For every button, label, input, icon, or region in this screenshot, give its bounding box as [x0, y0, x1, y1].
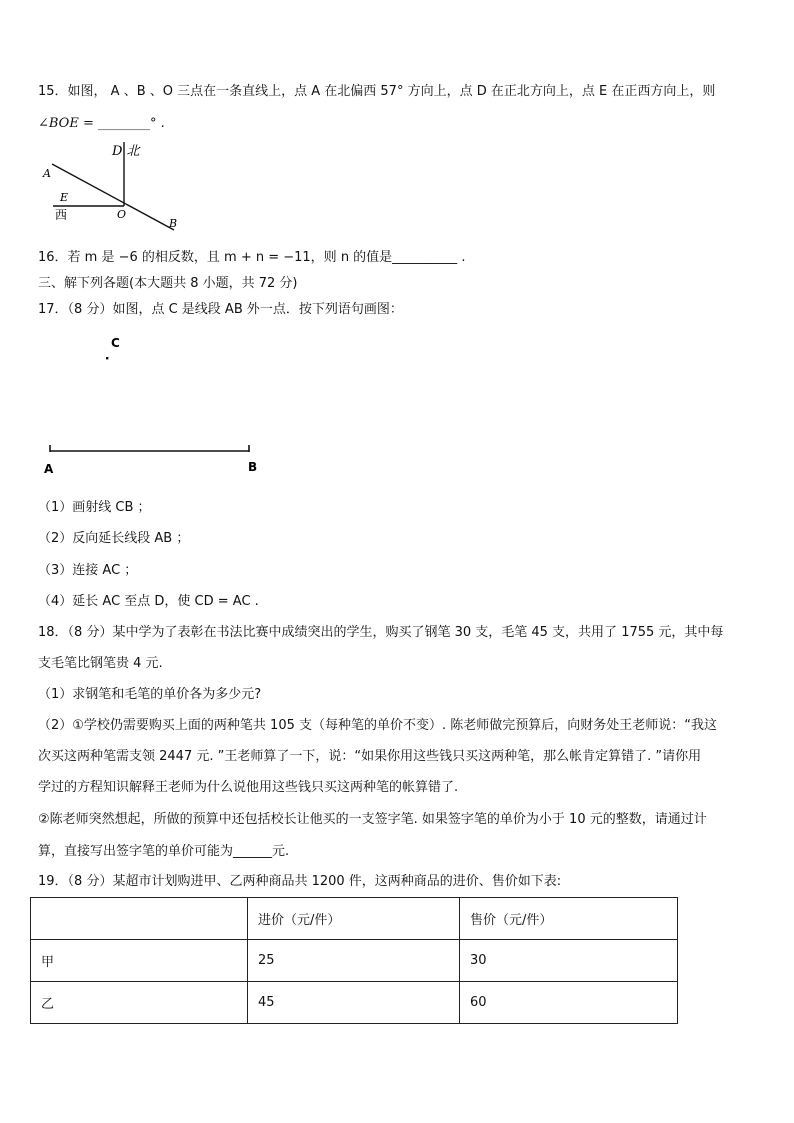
q17-item-2: （2）反向延长线段 AB ； [38, 531, 190, 546]
q18-part2-line3: 学过的方程知识解释王老师为什么说他用这些钱只买这两种笔的帐算错了. [38, 780, 459, 795]
table-cell: 60 [460, 982, 678, 1024]
table-cell: 45 [248, 982, 460, 1024]
q18-part2-line2: 次买这两种笔需支领 2447 元. ”王老师算了一下，说：“如果你用这些钱只买这两种笔，那么帐肯定算错了. ”请你用 [38, 749, 702, 764]
fig15-label-B: B [169, 217, 178, 230]
q17-line1: 17．（8 分）如图，点 C 是线段 AB 外一点．按下列语句画图： [38, 302, 403, 317]
line-AB-through-O [52, 164, 174, 230]
q15-direction-figure [40, 140, 190, 235]
table-header-row [31, 898, 678, 940]
fig17-label-B: B [248, 460, 258, 474]
table-cell: 25 [248, 940, 460, 982]
section3-title: 三、解下列各题(本大题共 8 小题，共 72 分) [38, 276, 298, 291]
fig15-label-west: 西 [55, 208, 68, 222]
fig17-label-C: C [111, 336, 120, 350]
fig17-label-A: A [44, 462, 54, 476]
fig15-label-O: O [117, 208, 127, 221]
q18-part2-line1: （2）①学校仍需要购买上面的两种笔共 105 支（每种笔的单价不变）. 陈老师做完预算后，向财务处王老师说：“我这 [38, 718, 718, 733]
fig15-label-E: E [60, 191, 69, 204]
q15-line2: ∠BOE = ________° . [38, 116, 165, 131]
table-row [31, 982, 678, 1024]
q17-item-4: （4）延长 AC 至点 D，使 CD = AC . [38, 594, 259, 609]
point-C [106, 357, 108, 359]
q16-line1: 16．若 m 是 −6 的相反数，且 m + n = −11，则 n 的值是__________ . [38, 250, 466, 265]
table-cell: 乙 [31, 982, 248, 1024]
q15-line1: 15．如图， A 、B 、O 三点在一条直线上，点 A 在北偏西 57° 方向上，点 D 在正北方向上，点 E 在正西方向上，则 [38, 84, 716, 99]
table-row [31, 940, 678, 982]
table-header-cell [31, 898, 248, 940]
table-cell: 甲 [31, 940, 248, 982]
table-header-cell: 进价（元/件） [248, 898, 460, 940]
price-table [30, 897, 678, 1024]
q18-line1: 18．（8 分）某中学为了表彰在书法比赛中成绩突出的学生，购买了钢笔 30 支，毛笔 45 支，共用了 1755 元，其中每 [38, 625, 724, 640]
q17-segment-figure [38, 332, 278, 482]
q18-part3-line1: ②陈老师突然想起，所做的预算中还包括校长让他买的一支签字笔. 如果签字笔的单价为小于 10 元的整数，请通过计 [38, 812, 707, 827]
fig15-label-A: A [43, 167, 51, 180]
q18-part1: （1）求钢笔和毛笔的单价各为多少元? [38, 687, 262, 702]
q17-item-1: （1）画射线 CB ； [38, 500, 151, 515]
q17-item-3: （3）连接 AC ； [38, 563, 138, 578]
q18-part3-line2: 算，直接写出签字笔的单价可能为______元. [38, 844, 290, 859]
fig15-label-D-north: D 北 [112, 144, 140, 159]
table-header-cell: 售价（元/件） [460, 898, 678, 940]
q18-line2: 支毛笔比钢笔贵 4 元. [38, 656, 163, 671]
q19-line1: 19．（8 分）某超市计划购进甲、乙两种商品共 1200 件，这两种商品的进价、售价如下表: [38, 874, 562, 889]
table-cell: 30 [460, 940, 678, 982]
